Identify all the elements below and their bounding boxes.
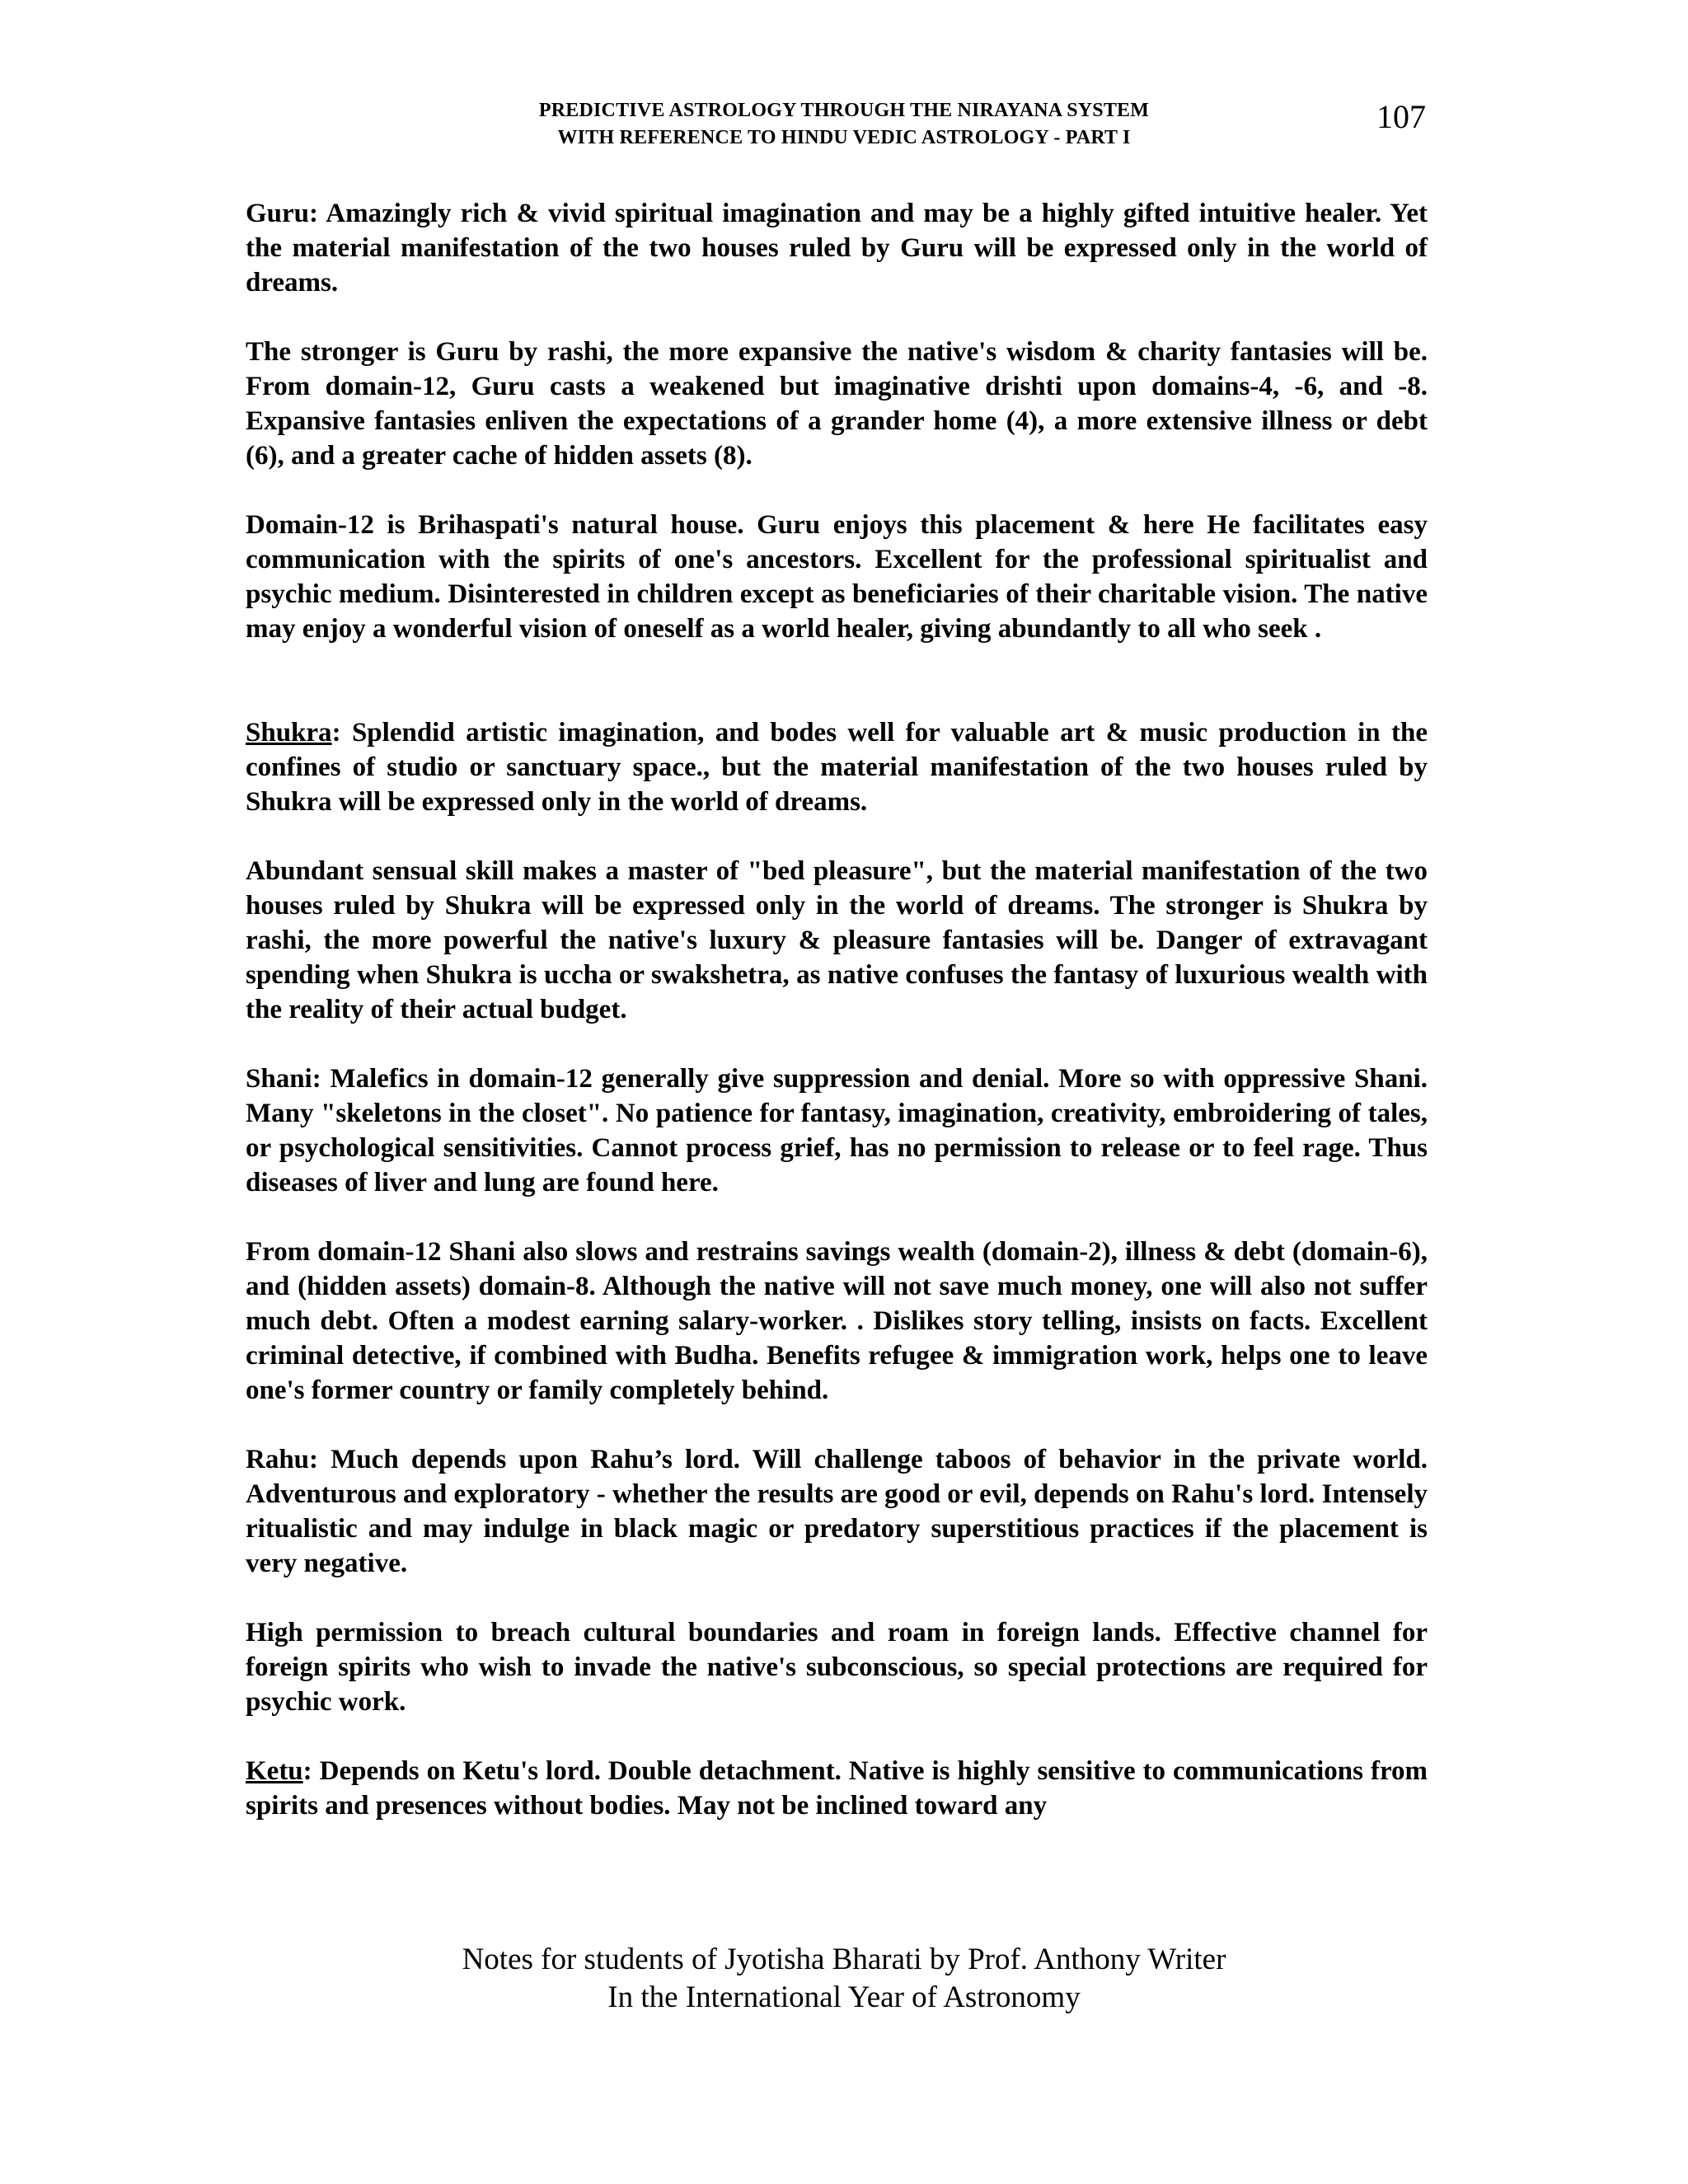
footer-line-1: Notes for students of Jyotisha Bharati by Prof. Anthony Writer [462,1943,1226,1976]
paragraph-rahu-intro: Rahu: Much depends upon Rahu’s lord. Will challenge taboos of behavior in the private world. Adventurous and exploratory - whether the results are good or evil, depends on Rahu's lord. Intensely ritualistic and may indulge in black magic or predatory superstitious practices if the placement is very negative. [246,1445,1428,1578]
shukra-text: : Splendid artistic imagination, and bodes well for valuable art & music production in the confines of studio or sanctuary space., but the material manifestation of the two houses ruled by Shukra will be expressed only in the world of dreams. [246,718,1428,817]
paragraph-guru-rashi: The stronger is Guru by rashi, the more expansive the native's wisdom & charity fantasies will be. From domain-12, Guru casts a weakened but imaginative drishti upon domains-4, -6, and -8. Expansive fantasies enliven the expectations of a grander home (4), a more extensive illness or debt (6), and a greater cache of hidden assets (8). [246,337,1428,471]
running-header [247,97,1441,152]
paragraph-shukra-sensual: Abundant sensual skill makes a master of "bed pleasure", but the material manifestation of the two houses ruled by Shukra will be expressed only in the world of dreams. The stronger is Shukra by rashi, the more powerful the native's luxury & pleasure fantasies will be. Danger of extravagant spending when Shukra is uccha or swakshetra, as native confuses the fantasy of luxurious wealth with the reality of their actual budget. [246,856,1428,1024]
header-line-2: WITH REFERENCE TO HINDU VEDIC ASTROLOGY - PART I [557,127,1131,148]
paragraph-shani-intro: Shani: Malefics in domain-12 generally give suppression and denial. More so with oppressive Shani. Many "skeletons in the closet". No patience for fantasy, imagination, creativity, embroidering of tales, or psychological sensitivities. Cannot process grief, has no permission to release or to feel rage. Thus diseases of liver and lung are found here. [246,1064,1428,1197]
paragraph-shani-domain: From domain-12 Shani also slows and restrains savings wealth (domain-2), illness & debt (domain-6), and (hidden assets) domain-8. Although the native will not save much money, one will also not suffer much debt. Often a modest earning salary-worker. . Dislikes story telling, insists on facts. Excellent criminal detective, if combined with Budha. Benefits refugee & immigration work, helps one to leave one's former country or family completely behind. [246,1237,1428,1405]
paragraph-rahu-boundaries: High permission to breach cultural boundaries and roam in foreign lands. Effective channel for foreign spirits who wish to invade the native's subconscious, so special protections are required for psychic work. [246,1618,1428,1717]
page-number: 107 [1376,98,1426,135]
shukra-label: Shukra [246,718,332,748]
ketu-label: Ketu [246,1756,303,1786]
ketu-text: : Depends on Ketu's lord. Double detachment. Native is highly sensitive to communications from spirits and presences without bodies. May not be inclined toward any [246,1756,1428,1821]
page-footer [247,1941,1441,2017]
paragraph-guru-domain: Domain-12 is Brihaspati's natural house. Guru enjoys this placement & here He facilitates easy communication with the spirits of one's ancestors. Excellent for the professional spiritualist and psychic medium. Disinterested in children except as beneficiaries of their charitable vision. The native may enjoy a wonderful vision of oneself as a world healer, giving abundantly to all who seek . [246,510,1428,644]
paragraph-shukra-intro [246,715,1428,819]
header-line-1: PREDICTIVE ASTROLOGY THROUGH THE NIRAYANA SYSTEM [538,100,1150,121]
footer-line-2: In the International Year of Astronomy [607,1980,1081,2014]
paragraph-guru-intro: Guru: Amazingly rich & vivid spiritual imagination and may be a highly gifted intuitive healer. Yet the material manifestation of the two houses ruled by Guru will be expressed only in the world of dreams. [246,199,1428,298]
paragraph-ketu-intro [246,1754,1428,1823]
page-body [246,196,1428,1858]
